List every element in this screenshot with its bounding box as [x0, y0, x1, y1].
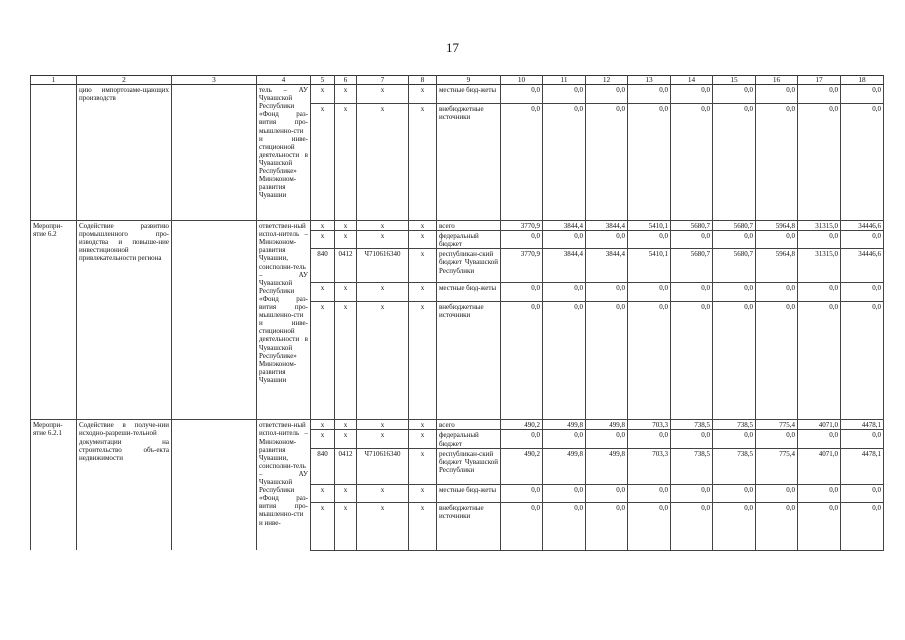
- budget-table: [30, 75, 884, 551]
- amount-cell: 0,0: [841, 302, 884, 420]
- grbs-code-cell: 840: [311, 448, 335, 484]
- amount-cell: 0,0: [586, 430, 628, 448]
- amount-cell: 0,0: [501, 430, 543, 448]
- expense-group-cell: x: [409, 104, 437, 221]
- target-article-cell: x: [357, 484, 409, 502]
- amount-cell: 0,0: [713, 104, 756, 221]
- amount-cell: 0,0: [671, 104, 713, 221]
- amount-cell: 0,0: [841, 484, 884, 502]
- amount-cell: 0,0: [798, 484, 841, 502]
- column-number-3: 3: [172, 76, 257, 85]
- amount-cell: 0,0: [756, 430, 798, 448]
- amount-cell: 4478,1: [841, 420, 884, 430]
- amount-cell: 31315,0: [798, 221, 841, 231]
- funding-source-cell: республикан-ский бюджет Чувашской Республики: [437, 448, 501, 484]
- amount-cell: 0,0: [841, 430, 884, 448]
- amount-cell: 0,0: [713, 302, 756, 420]
- amount-cell: 0,0: [756, 231, 798, 249]
- target-article-cell: x: [357, 502, 409, 550]
- target-article-cell: x: [357, 104, 409, 221]
- target-article-cell: x: [357, 283, 409, 302]
- amount-cell: 0,0: [501, 484, 543, 502]
- column-number-14: 14: [671, 76, 713, 85]
- amount-cell: 0,0: [628, 85, 671, 104]
- column-number-5: 5: [311, 76, 335, 85]
- amount-cell: 0,0: [543, 430, 586, 448]
- column-number-1: 1: [31, 76, 77, 85]
- grbs-code-cell: x: [311, 430, 335, 448]
- amount-cell: 0,0: [756, 484, 798, 502]
- column-number-12: 12: [586, 76, 628, 85]
- column-number-15: 15: [713, 76, 756, 85]
- amount-cell: 0,0: [586, 302, 628, 420]
- grbs-code-cell: x: [311, 420, 335, 430]
- section-code-cell: x: [335, 302, 357, 420]
- page-number: 17: [446, 40, 459, 55]
- funding-source-cell: федеральный бюджет: [437, 231, 501, 249]
- event-number-cell: [31, 85, 77, 221]
- funding-source-cell: республикан-ский бюджет Чувашской Республики: [437, 249, 501, 283]
- amount-cell: 0,0: [586, 231, 628, 249]
- expense-group-cell: x: [409, 85, 437, 104]
- table-row: [31, 420, 884, 430]
- amount-cell: 0,0: [841, 104, 884, 221]
- amount-cell: 3770,9: [501, 221, 543, 231]
- table-row: [31, 221, 884, 231]
- amount-cell: 0,0: [628, 231, 671, 249]
- amount-cell: 0,0: [543, 484, 586, 502]
- amount-cell: 3844,4: [543, 249, 586, 283]
- amount-cell: 0,0: [628, 104, 671, 221]
- amount-cell: 5680,7: [671, 249, 713, 283]
- amount-cell: 0,0: [543, 502, 586, 550]
- amount-cell: 0,0: [501, 231, 543, 249]
- amount-cell: 703,3: [628, 448, 671, 484]
- grbs-code-cell: 840: [311, 249, 335, 283]
- amount-cell: 34446,6: [841, 249, 884, 283]
- amount-cell: 0,0: [713, 231, 756, 249]
- table-row: [31, 85, 884, 104]
- expense-group-cell: x: [409, 249, 437, 283]
- grbs-code-cell: x: [311, 85, 335, 104]
- amount-cell: 738,5: [671, 420, 713, 430]
- section-code-cell: x: [335, 484, 357, 502]
- program-cell: [172, 85, 257, 221]
- expense-group-cell: x: [409, 484, 437, 502]
- amount-cell: 0,0: [756, 502, 798, 550]
- amount-cell: 0,0: [798, 85, 841, 104]
- amount-cell: 4478,1: [841, 448, 884, 484]
- funding-source-cell: всего: [437, 420, 501, 430]
- expense-group-cell: x: [409, 221, 437, 231]
- section-code-cell: x: [335, 283, 357, 302]
- amount-cell: 0,0: [543, 283, 586, 302]
- amount-cell: 0,0: [713, 85, 756, 104]
- amount-cell: 0,0: [671, 430, 713, 448]
- funding-source-cell: внебюджетные источники: [437, 104, 501, 221]
- amount-cell: 0,0: [798, 283, 841, 302]
- amount-cell: 0,0: [671, 502, 713, 550]
- amount-cell: 490,2: [501, 448, 543, 484]
- executor-cell: тель – АУ Чувашской Республики «Фонд раз-вития про-мышленно-сти и инве-стиционной деятельности в Чувашской Республике» Минэконом-развития Чувашии: [257, 85, 311, 221]
- event-number-cell: Меропри-ятие 6.2.1: [31, 420, 77, 550]
- amount-cell: 0,0: [671, 283, 713, 302]
- amount-cell: 0,0: [501, 302, 543, 420]
- amount-cell: 5964,8: [756, 221, 798, 231]
- section-code-cell: x: [335, 104, 357, 221]
- amount-cell: 3844,4: [543, 221, 586, 231]
- expense-group-cell: x: [409, 420, 437, 430]
- amount-cell: 0,0: [841, 85, 884, 104]
- amount-cell: 4071,0: [798, 420, 841, 430]
- amount-cell: 0,0: [756, 302, 798, 420]
- amount-cell: 5680,7: [713, 221, 756, 231]
- column-number-8: 8: [409, 76, 437, 85]
- amount-cell: 0,0: [798, 502, 841, 550]
- amount-cell: 0,0: [543, 104, 586, 221]
- funding-source-cell: местные бюд-жеты: [437, 484, 501, 502]
- target-article-cell: x: [357, 221, 409, 231]
- amount-cell: 738,5: [713, 420, 756, 430]
- amount-cell: 0,0: [586, 85, 628, 104]
- target-article-cell: x: [357, 85, 409, 104]
- section-code-cell: x: [335, 430, 357, 448]
- column-number-10: 10: [501, 76, 543, 85]
- amount-cell: 499,8: [586, 448, 628, 484]
- amount-cell: 0,0: [628, 484, 671, 502]
- amount-cell: 0,0: [713, 283, 756, 302]
- section-code-cell: 0412: [335, 249, 357, 283]
- column-number-17: 17: [798, 76, 841, 85]
- amount-cell: 0,0: [586, 502, 628, 550]
- amount-cell: 0,0: [798, 231, 841, 249]
- amount-cell: 738,5: [713, 448, 756, 484]
- amount-cell: 0,0: [756, 104, 798, 221]
- column-number-6: 6: [335, 76, 357, 85]
- amount-cell: 0,0: [543, 85, 586, 104]
- amount-cell: 490,2: [501, 420, 543, 430]
- amount-cell: 5680,7: [671, 221, 713, 231]
- amount-cell: 0,0: [798, 430, 841, 448]
- target-article-cell: x: [357, 302, 409, 420]
- grbs-code-cell: x: [311, 104, 335, 221]
- column-number-9: 9: [437, 76, 501, 85]
- amount-cell: 0,0: [628, 502, 671, 550]
- funding-source-cell: внебюджетные источники: [437, 502, 501, 550]
- amount-cell: 0,0: [501, 104, 543, 221]
- funding-source-cell: местные бюд-жеты: [437, 85, 501, 104]
- target-article-cell: x: [357, 430, 409, 448]
- amount-cell: 0,0: [798, 104, 841, 221]
- amount-cell: 3770,9: [501, 249, 543, 283]
- funding-source-cell: федеральный бюджет: [437, 430, 501, 448]
- expense-group-cell: x: [409, 302, 437, 420]
- program-cell: [172, 221, 257, 420]
- event-name-cell: Содействие развитию промышленного про-изводства и повыше-ние инвестиционной привлекательности региона: [77, 221, 172, 420]
- expense-group-cell: x: [409, 502, 437, 550]
- target-article-cell: Ч710616340: [357, 448, 409, 484]
- amount-cell: 0,0: [586, 283, 628, 302]
- amount-cell: 703,3: [628, 420, 671, 430]
- amount-cell: 499,8: [543, 448, 586, 484]
- amount-cell: 0,0: [713, 502, 756, 550]
- amount-cell: 5964,8: [756, 249, 798, 283]
- expense-group-cell: x: [409, 231, 437, 249]
- amount-cell: 0,0: [671, 484, 713, 502]
- column-number-18: 18: [841, 76, 884, 85]
- executor-cell: ответствен-ный испол-нитель – Минэконом-развития Чувашии, соисполни-тель – АУ Чувашской Республики «Фонд раз-вития про-мышленно-сти и инве-стиционной деятельности в Чувашской Республике» Минэконом-развития Чувашии: [257, 221, 311, 420]
- amount-cell: 5410,1: [628, 249, 671, 283]
- expense-group-cell: x: [409, 283, 437, 302]
- amount-cell: 0,0: [841, 231, 884, 249]
- amount-cell: 0,0: [586, 104, 628, 221]
- section-code-cell: x: [335, 85, 357, 104]
- amount-cell: 738,5: [671, 448, 713, 484]
- funding-source-cell: всего: [437, 221, 501, 231]
- expense-group-cell: x: [409, 430, 437, 448]
- amount-cell: 0,0: [841, 502, 884, 550]
- funding-source-cell: местные бюд-жеты: [437, 283, 501, 302]
- amount-cell: 31315,0: [798, 249, 841, 283]
- grbs-code-cell: x: [311, 283, 335, 302]
- amount-cell: 3844,4: [586, 249, 628, 283]
- grbs-code-cell: x: [311, 502, 335, 550]
- column-number-2: 2: [77, 76, 172, 85]
- event-name-cell: цию импортозаме-щающих производств: [77, 85, 172, 221]
- target-article-cell: x: [357, 231, 409, 249]
- amount-cell: 4071,0: [798, 448, 841, 484]
- amount-cell: 0,0: [713, 430, 756, 448]
- amount-cell: 5680,7: [713, 249, 756, 283]
- amount-cell: 0,0: [628, 283, 671, 302]
- amount-cell: 0,0: [798, 302, 841, 420]
- amount-cell: 0,0: [671, 85, 713, 104]
- expense-group-cell: x: [409, 448, 437, 484]
- section-code-cell: x: [335, 221, 357, 231]
- program-cell: [172, 420, 257, 550]
- column-number-16: 16: [756, 76, 798, 85]
- column-number-4: 4: [257, 76, 311, 85]
- amount-cell: 0,0: [586, 484, 628, 502]
- grbs-code-cell: x: [311, 484, 335, 502]
- column-number-7: 7: [357, 76, 409, 85]
- amount-cell: 34446,6: [841, 221, 884, 231]
- amount-cell: 5410,1: [628, 221, 671, 231]
- amount-cell: 0,0: [628, 430, 671, 448]
- section-code-cell: x: [335, 231, 357, 249]
- amount-cell: 0,0: [713, 484, 756, 502]
- column-number-11: 11: [543, 76, 586, 85]
- amount-cell: 499,8: [586, 420, 628, 430]
- amount-cell: 775,4: [756, 420, 798, 430]
- amount-cell: 3844,4: [586, 221, 628, 231]
- event-number-cell: Меропри-ятие 6.2: [31, 221, 77, 420]
- table-body: [31, 76, 884, 551]
- amount-cell: 0,0: [501, 502, 543, 550]
- grbs-code-cell: x: [311, 302, 335, 420]
- funding-source-cell: внебюджетные источники: [437, 302, 501, 420]
- amount-cell: 0,0: [628, 302, 671, 420]
- target-article-cell: x: [357, 420, 409, 430]
- amount-cell: 0,0: [543, 231, 586, 249]
- section-code-cell: x: [335, 420, 357, 430]
- section-code-cell: x: [335, 502, 357, 550]
- amount-cell: 775,4: [756, 448, 798, 484]
- amount-cell: 499,8: [543, 420, 586, 430]
- target-article-cell: Ч710616340: [357, 249, 409, 283]
- amount-cell: 0,0: [501, 85, 543, 104]
- amount-cell: 0,0: [756, 283, 798, 302]
- amount-cell: 0,0: [756, 85, 798, 104]
- grbs-code-cell: x: [311, 231, 335, 249]
- column-number-row: [31, 76, 884, 85]
- column-number-13: 13: [628, 76, 671, 85]
- event-name-cell: Содействие в получе-нии исходно-разреши-тельной документации на строительство объ-екта недвижимости: [77, 420, 172, 550]
- amount-cell: 0,0: [671, 231, 713, 249]
- amount-cell: 0,0: [501, 283, 543, 302]
- amount-cell: 0,0: [543, 302, 586, 420]
- executor-cell: ответствен-ный испол-нитель – Минэконом-развития Чувашии, соисполни-тель – АУ Чувашской Республики «Фонд раз-вития про-мышленно-сти и инве-: [257, 420, 311, 550]
- amount-cell: 0,0: [841, 283, 884, 302]
- amount-cell: 0,0: [671, 302, 713, 420]
- section-code-cell: 0412: [335, 448, 357, 484]
- grbs-code-cell: x: [311, 221, 335, 231]
